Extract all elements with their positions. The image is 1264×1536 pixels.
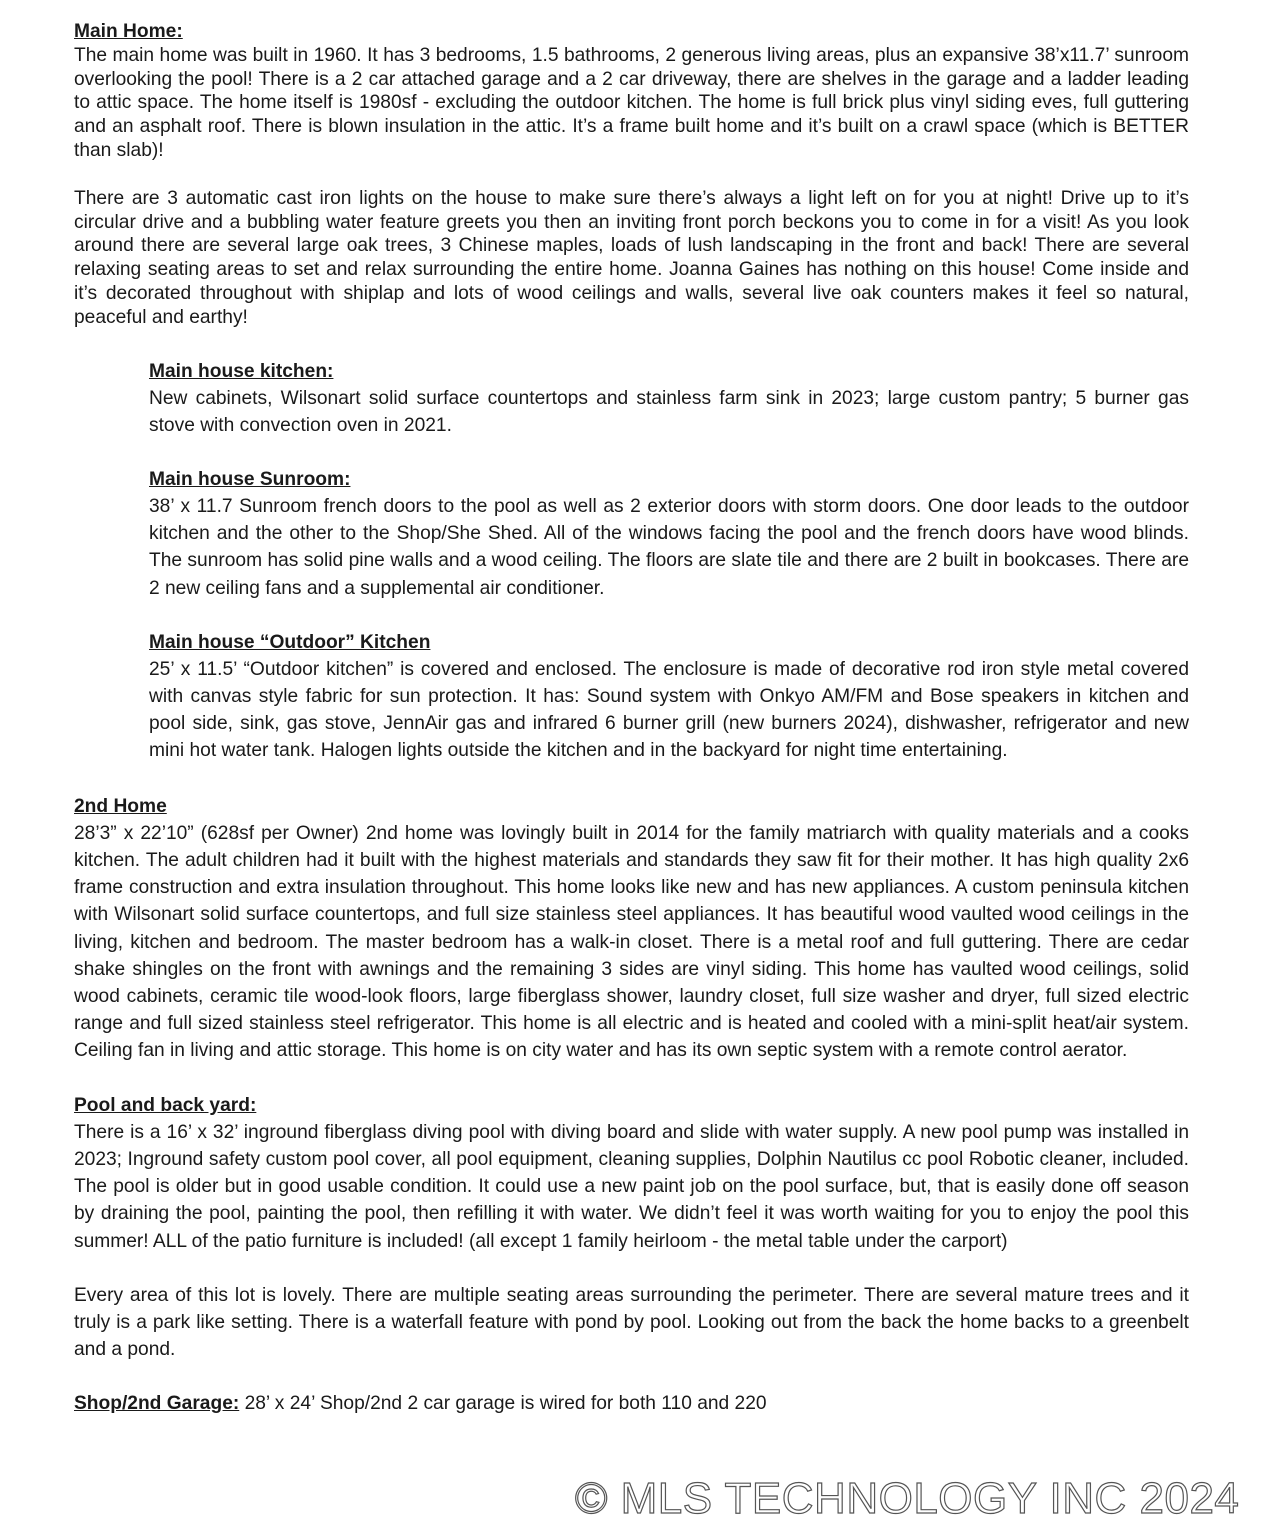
section-kitchen xyxy=(149,358,1189,439)
outdoor-kitchen-heading: Main house “Outdoor” Kitchen xyxy=(149,631,431,653)
main-home-paragraph-1: The main home was built in 1960. It has 3 bedrooms, 1.5 bathrooms, 2 generous living areas, plus an expansive 38’x11.7’ sunroom overlooking the pool! There is a 2 car attached garage and a 2 car driveway, there are shelves in the garage and a ladder leading to attic space. The home itself is 1980sf - excluding the outdoor kitchen. The home is full brick plus vinyl siding eves, full guttering and an asphalt roof. There is blown insulation in the attic. It’s a frame built home and it’s built on a crawl space (which is BETTER than slab)! xyxy=(74,44,1189,161)
outdoor-kitchen-text: 25’ x 11.5’ “Outdoor kitchen” is covered and enclosed. The enclosure is made of decorative rod iron style metal covered with canvas style fabric for sun protection. It has: Sound system with Onkyo AM/FM and Bose speakers in kitchen and pool side, sink, gas stove, JennAir gas and infrared 6 burner grill (new burners 2024), dishwasher, refrigerator and new mini hot water tank. Halogen lights outside the kitchen and in the backyard for night time entertaining. xyxy=(149,658,1189,762)
section-pool xyxy=(74,1092,1189,1364)
shop-text: 28’ x 24’ Shop/2nd 2 car garage is wired for both 110 and 220 xyxy=(239,1393,767,1415)
kitchen-text: New cabinets, Wilsonart solid surface countertops and stainless farm sink in 2023; large custom pantry; 5 burner gas stove with convection oven in 2021. xyxy=(149,387,1189,436)
section-outdoor-kitchen xyxy=(149,629,1189,765)
kitchen-heading: Main house kitchen: xyxy=(149,360,334,382)
shop-heading: Shop/2nd Garage: xyxy=(74,1393,240,1415)
section-second-home xyxy=(74,793,1189,1065)
second-home-text: 28’3” x 22’10” (628sf per Owner) 2nd home was lovingly built in 2014 for the family matriarch with quality materials and a cooks kitchen. The adult children had it built with the highest materials and standards they saw fit for their mother. It has high quality 2x6 frame construction and extra insulation throughout. This home looks like new and has new appliances. A custom peninsula kitchen with Wilsonart solid surface countertops, and full size stainless steel appliances. It has beautiful wood vaulted wood ceilings in the living, kitchen and bedroom. The master bedroom has a walk-in closet. There is a metal roof and full guttering. There are cedar shake shingles on the front with awnings and the remaining 3 sides are vinyl siding. This home has vaulted wood ceilings, solid wood cabinets, ceramic tile wood-look floors, large fiberglass shower, laundry closet, full size washer and dryer, full sized electric range and full sized stainless steel refrigerator. This home is all electric and is heated and cooled with a mini-split heat/air system. Ceiling fan in living and attic storage. This home is on city water and has its own septic system with a remote control aerator. xyxy=(74,822,1189,1062)
pool-paragraph-1: There is a 16’ x 32’ inground fiberglass diving pool with diving board and slide with water supply. A new pool pump was installed in 2023; Inground safety custom pool cover, all pool equipment, cleaning supplies, Dolphin Nautilus cc pool Robotic cleaner, included. The pool is older but in good usable condition. It could use a new paint job on the pool surface, but, that is easily done off season by draining the pool, painting the pool, then refilling it with water. We didn’t feel it was worth waiting for you to enjoy the pool this summer! ALL of the patio furniture is included! (all except 1 family heirloom - the metal table under the carport) xyxy=(74,1121,1189,1252)
listing-document xyxy=(74,20,1189,1418)
pool-paragraph-2: Every area of this lot is lovely. There are multiple seating areas surrounding the perimeter. There are several mature trees and it truly is a park like setting. There is a waterfall feature with pond by pool. Looking out from the back the home backs to a greenbelt and a pond. xyxy=(74,1284,1189,1361)
main-home-paragraph-2: There are 3 automatic cast iron lights on the house to make sure there’s always a light left on for you at night! Drive up to it’s circular drive and a bubbling water feature greets you then an inviting front porch beckons you to come in for a visit! As you look around there are several large oak trees, 3 Chinese maples, loads of lush landscaping in the front and back! There are several relaxing seating areas to set and relax surrounding the entire home. Joanna Gaines has nothing on this house! Come inside and it’s decorated throughout with shiplap and lots of wood ceilings and walls, several live oak counters makes it feel so natural, peaceful and earthy! xyxy=(74,187,1189,328)
main-home-heading: Main Home: xyxy=(74,21,183,42)
copyright-watermark: © MLS TECHNOLOGY INC 2024 xyxy=(575,1474,1240,1523)
sunroom-text: 38’ x 11.7 Sunroom french doors to the pool as well as 2 exterior doors with storm doors. One door leads to the outdoor kitchen and the other to the Shop/She Shed. All of the windows facing the pool and the french doors have wood blinds. The sunroom has solid pine walls and a wood ceiling. The floors are slate tile and there are 2 built in bookcases. There are 2 new ceiling fans and a supplemental air conditioner. xyxy=(149,495,1189,599)
pool-heading: Pool and back yard: xyxy=(74,1094,257,1116)
second-home-heading: 2nd Home xyxy=(74,795,167,817)
sunroom-heading: Main house Sunroom: xyxy=(149,468,351,490)
section-sunroom xyxy=(149,466,1189,602)
section-main-home xyxy=(74,20,1189,330)
section-shop xyxy=(74,1390,1189,1417)
